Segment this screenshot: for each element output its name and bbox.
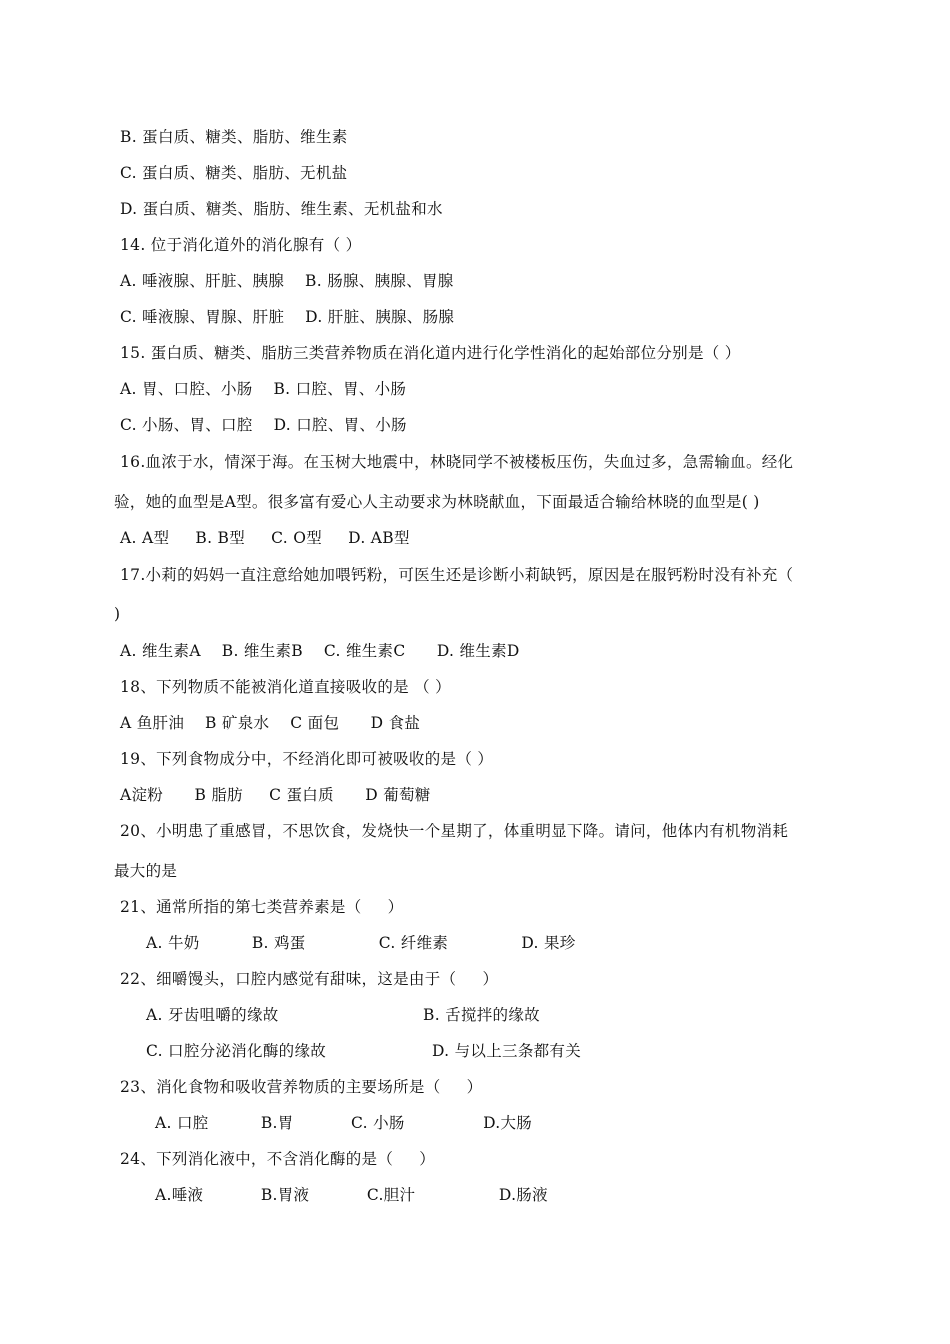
question-21-options: A. 牛奶 B. 鸡蛋 C. 纤维素 D. 果珍: [146, 934, 576, 952]
question-24: 24、下列消化液中，不含消化酶的是（ ）: [120, 1150, 436, 1168]
question-16-line-2: 验，她的血型是A型。很多富有爱心人主动要求为林晓献血，下面最适合输给林晓的血型是( ): [114, 493, 760, 511]
question-14: 14. 位于消化道外的消化腺有（ ）: [120, 236, 362, 254]
question-20-line-1: 20、小明患了重感冒，不思饮食，发烧快一个星期了，体重明显下降。请问，他体内有机物消耗: [120, 822, 789, 840]
question-17-line-2: ): [114, 605, 121, 623]
question-22-option-d: D. 与以上三条都有关: [432, 1042, 582, 1060]
question-14-options-cd: C. 唾液腺、胃腺、肝脏 D. 肝脏、胰腺、肠腺: [120, 308, 455, 326]
question-20-line-2: 最大的是: [114, 862, 178, 880]
question-15-options-ab: A. 胃、口腔、小肠 B. 口腔、胃、小肠: [120, 380, 407, 398]
question-15: 15. 蛋白质、糖类、脂肪三类营养物质在消化道内进行化学性消化的起始部位分别是（ ）: [120, 344, 741, 362]
question-23-options: A. 口腔 B.胃 C. 小肠 D.大肠: [155, 1114, 533, 1132]
question-22-option-b: B. 舌搅拌的缘故: [423, 1006, 540, 1024]
question-17-options: A. 维生素A B. 维生素B C. 维生素C D. 维生素D: [120, 642, 520, 660]
question-18-options: A 鱼肝油 B 矿泉水 C 面包 D 食盐: [120, 714, 421, 732]
question-22-option-a: A. 牙齿咀嚼的缘故: [146, 1006, 279, 1024]
question-14-options-ab: A. 唾液腺、肝脏、胰腺 B. 肠腺、胰腺、胃腺: [120, 272, 454, 290]
question-16-line-1: 16.血浓于水，情深于海。在玉树大地震中，林晓同学不被楼板压伤，失血过多，急需输血。经化: [120, 453, 794, 471]
question-21: 21、通常所指的第七类营养素是（ ）: [120, 898, 404, 916]
question-18: 18、下列物质不能被消化道直接吸收的是 （ ）: [120, 678, 451, 696]
question-24-options: A.唾液 B.胃液 C.胆汁 D.肠液: [155, 1186, 548, 1204]
question-23: 23、消化食物和吸收营养物质的主要场所是（ ）: [120, 1078, 483, 1096]
question-17-line-1: 17.小莉的妈妈一直注意给她加喂钙粉，可医生还是诊断小莉缺钙，原因是在服钙粉时没有补充（: [120, 566, 794, 584]
question-19-options: A淀粉 B 脂肪 C 蛋白质 D 葡萄糖: [120, 786, 431, 804]
option-c-q13: C. 蛋白质、糖类、脂肪、无机盐: [120, 164, 348, 182]
question-22-option-c: C. 口腔分泌消化酶的缘故: [146, 1042, 327, 1060]
option-d-q13: D. 蛋白质、糖类、脂肪、维生素、无机盐和水: [120, 200, 443, 218]
question-19: 19、下列食物成分中，不经消化即可被吸收的是（ ）: [120, 750, 494, 768]
question-15-options-cd: C. 小肠、胃、口腔 D. 口腔、胃、小肠: [120, 416, 407, 434]
question-16-options: A. A型 B. B型 C. O型 D. AB型: [120, 529, 410, 547]
question-22: 22、细嚼馒头，口腔内感觉有甜味，这是由于（ ）: [120, 970, 499, 988]
option-b-q13: B. 蛋白质、糖类、脂肪、维生素: [120, 128, 348, 146]
